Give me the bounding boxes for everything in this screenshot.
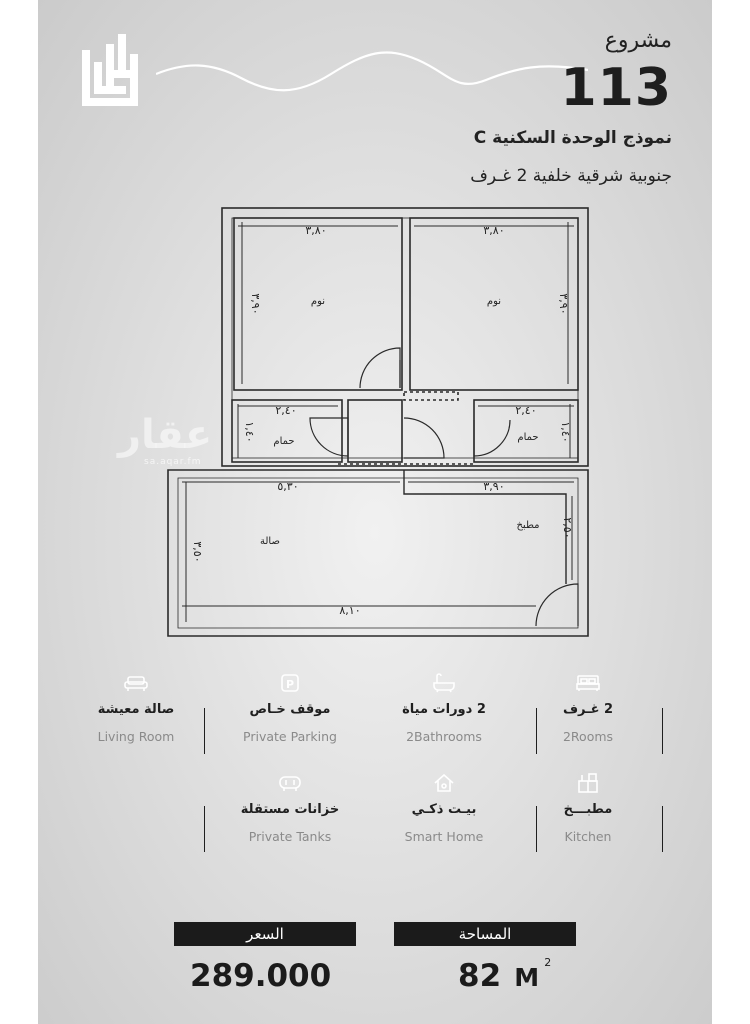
feature-kitchen: مطبـــخ Kitchen — [508, 770, 668, 844]
feature-private-parking: P موقف خـاص Private Parking — [210, 670, 370, 744]
dim-living-depth: ٣,٥٠ — [191, 541, 204, 563]
feature-living-room: صالة معيشة Living Room — [56, 670, 216, 744]
listing-card — [38, 0, 712, 1024]
door-entrance — [536, 584, 578, 626]
price-value: 289.000 — [190, 958, 332, 994]
dim-kitchen-depth: ٢,٥٠ — [561, 517, 574, 539]
door-bath-right — [474, 420, 510, 456]
area-value: 82 — [458, 958, 502, 994]
feature-rooms: 2 غـرف 2Rooms — [508, 670, 668, 744]
bathtub-icon — [364, 670, 524, 696]
model-subtitle: جنوبية شرقية خلفية 2 غـرف — [470, 166, 672, 186]
outer-wall-top — [222, 208, 588, 466]
smart-home-icon — [364, 770, 524, 796]
watermark-logo: عقار — [118, 412, 213, 458]
dim-bath-left-width: ٢,٤٠ — [275, 404, 297, 417]
parking-icon — [210, 670, 370, 696]
outer-wall-bottom — [168, 470, 588, 636]
room-label-bedroom-left: نوم — [310, 296, 326, 307]
model-title: نموذج الوحدة السكنية C — [473, 128, 672, 148]
area-value-group — [458, 958, 551, 994]
separator — [662, 708, 663, 754]
room-label-bedroom-right: نوم — [486, 296, 502, 307]
sofa-icon — [56, 670, 216, 696]
svg-text:P: P — [285, 678, 295, 691]
separator — [662, 806, 663, 852]
area-exponent: 2 — [544, 956, 552, 969]
feature-private-tanks: خزانات مستقلة Private Tanks — [210, 770, 370, 844]
kitchen-icon — [508, 770, 668, 796]
area-label: المساحة — [394, 922, 576, 946]
project-label: مشروع — [604, 28, 672, 53]
door-bedroom-left — [360, 348, 400, 388]
bed-icon — [508, 670, 668, 696]
dim-kitchen-width: ٣,٩٠ — [483, 480, 505, 493]
dim-bedroom-right-width: ٣,٨٠ — [483, 224, 505, 237]
water-tank-icon — [210, 770, 370, 796]
feature-bathrooms: 2 دورات مياة 2Bathrooms — [364, 670, 524, 744]
room-label-living: صالة — [260, 536, 280, 547]
watermark-url: sa.aqar.fm — [144, 457, 202, 467]
area-unit: M — [514, 963, 540, 992]
project-number: 113 — [560, 58, 672, 118]
separator — [204, 806, 205, 852]
dim-living-width: ٥,٣٠ — [277, 480, 299, 493]
room-label-kitchen: مطبخ — [516, 520, 540, 531]
dim-bath-right-width: ٢,٤٠ — [515, 404, 537, 417]
dim-total-width: ٨,١٠ — [339, 604, 361, 617]
room-label-bath-right: حمام — [517, 432, 539, 443]
door-corridor — [404, 418, 444, 458]
floor-plan — [38, 0, 712, 660]
dim-bedroom-left-width: ٣,٨٠ — [305, 224, 327, 237]
dim-bedroom-left-depth: ٣,٩٠ — [249, 293, 262, 315]
dim-bath-left-depth: ١,٤٠ — [243, 421, 256, 443]
room-label-bath-left: حمام — [273, 436, 295, 447]
price-label: السعر — [174, 922, 356, 946]
separator — [204, 708, 205, 754]
dim-bedroom-right-depth: ٣,٩٠ — [557, 293, 570, 315]
feature-smart-home: بيـت ذكـي Smart Home — [364, 770, 524, 844]
dim-bath-right-depth: ١,٤٠ — [559, 421, 572, 443]
